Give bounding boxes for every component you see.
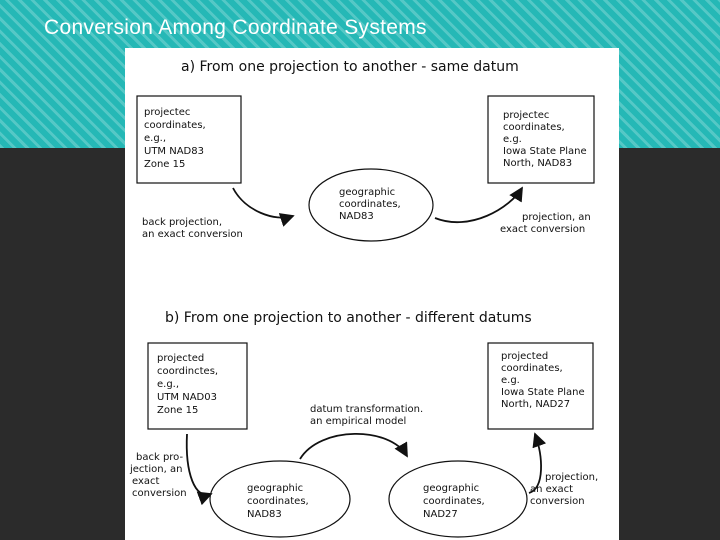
section-b-right-box-line: e.g. <box>501 375 520 386</box>
section-a-ellipse-line: coordinates, <box>339 199 401 210</box>
section-a-heading: a) From one projection to another - same datum <box>181 59 519 75</box>
section-b-right-arrow-label: conversion <box>530 496 585 507</box>
section-a-right-box-line: North, NAD83 <box>503 158 573 169</box>
section-a-left-box-line: Zone 15 <box>144 159 186 170</box>
section-b-right-ellipse-line: geographic <box>423 483 480 494</box>
section-a-left-arrow-label: an exact conversion <box>142 229 243 240</box>
section-b-back-projection-arrow <box>187 434 211 495</box>
section-b-left-ellipse-line: geographic <box>247 483 304 494</box>
section-b-left-arrow-label: jection, an <box>130 464 183 475</box>
section-b-left-ellipse-line: coordinates, <box>247 496 309 507</box>
section-a-right-box-line: Iowa State Plane <box>503 146 587 157</box>
diagram-figure <box>125 48 619 540</box>
section-b-right-arrow-label: projection, <box>545 472 599 483</box>
section-b-left-box-line: e.g., <box>157 379 180 390</box>
section-a-back-projection-arrow <box>233 188 293 218</box>
section-a-ellipse-line: geographic <box>339 187 396 198</box>
section-b-right-box-line: coordinates, <box>501 363 563 374</box>
section-b-right-ellipse-line: coordinates, <box>423 496 485 507</box>
section-a-ellipse-line: NAD83 <box>339 211 374 222</box>
section-b-left-arrow-label: conversion <box>132 488 187 499</box>
section-b-left-box-line: UTM NAD03 <box>157 392 217 403</box>
section-a-right-arrow-label: projection, an <box>522 212 591 223</box>
section-b-right-box-line: Iowa State Plane <box>501 387 585 398</box>
section-a-left-box-line: projectec <box>144 107 191 118</box>
section-b-left-box-line: projected <box>157 353 205 364</box>
section-b-top-label: datum transformation. <box>310 404 424 415</box>
section-b-heading: b) From one projection to another - different datums <box>165 310 532 326</box>
section-a-right-box-line: coordinates, <box>503 122 565 133</box>
diagram-svg <box>125 48 619 540</box>
section-b-datum-transformation-arrow <box>300 434 407 459</box>
slide-title: Conversion Among Coordinate Systems <box>44 16 427 39</box>
section-b-left-ellipse-line: NAD83 <box>247 509 282 520</box>
section-b-right-ellipse-line: NAD27 <box>423 509 458 520</box>
section-a-left-box-line: UTM NAD83 <box>144 146 204 157</box>
section-a-left-box-line: coordinates, <box>144 120 206 131</box>
section-b-left-box-line: coordinctes, <box>157 366 219 377</box>
section-b-top-label: an empirical model <box>310 416 407 427</box>
section-a-left-box-line: e.g., <box>144 133 167 144</box>
section-b-right-box-line: North, NAD27 <box>501 399 571 410</box>
section-a-right-box-line: e.g. <box>503 134 522 145</box>
section-b-right-arrow-label: an exact <box>530 484 574 495</box>
section-a-right-box-line: projectec <box>503 110 550 121</box>
section-a-projection-arrow <box>435 188 522 222</box>
section-b-left-arrow-label: back pro- <box>136 452 184 463</box>
section-a-right-arrow-label: exact conversion <box>500 224 586 235</box>
section-b-left-box-line: Zone 15 <box>157 405 199 416</box>
section-a-left-arrow-label: back projection, <box>142 217 223 228</box>
section-b-right-box-line: projected <box>501 351 549 362</box>
section-b-left-arrow-label: exact <box>132 476 160 487</box>
